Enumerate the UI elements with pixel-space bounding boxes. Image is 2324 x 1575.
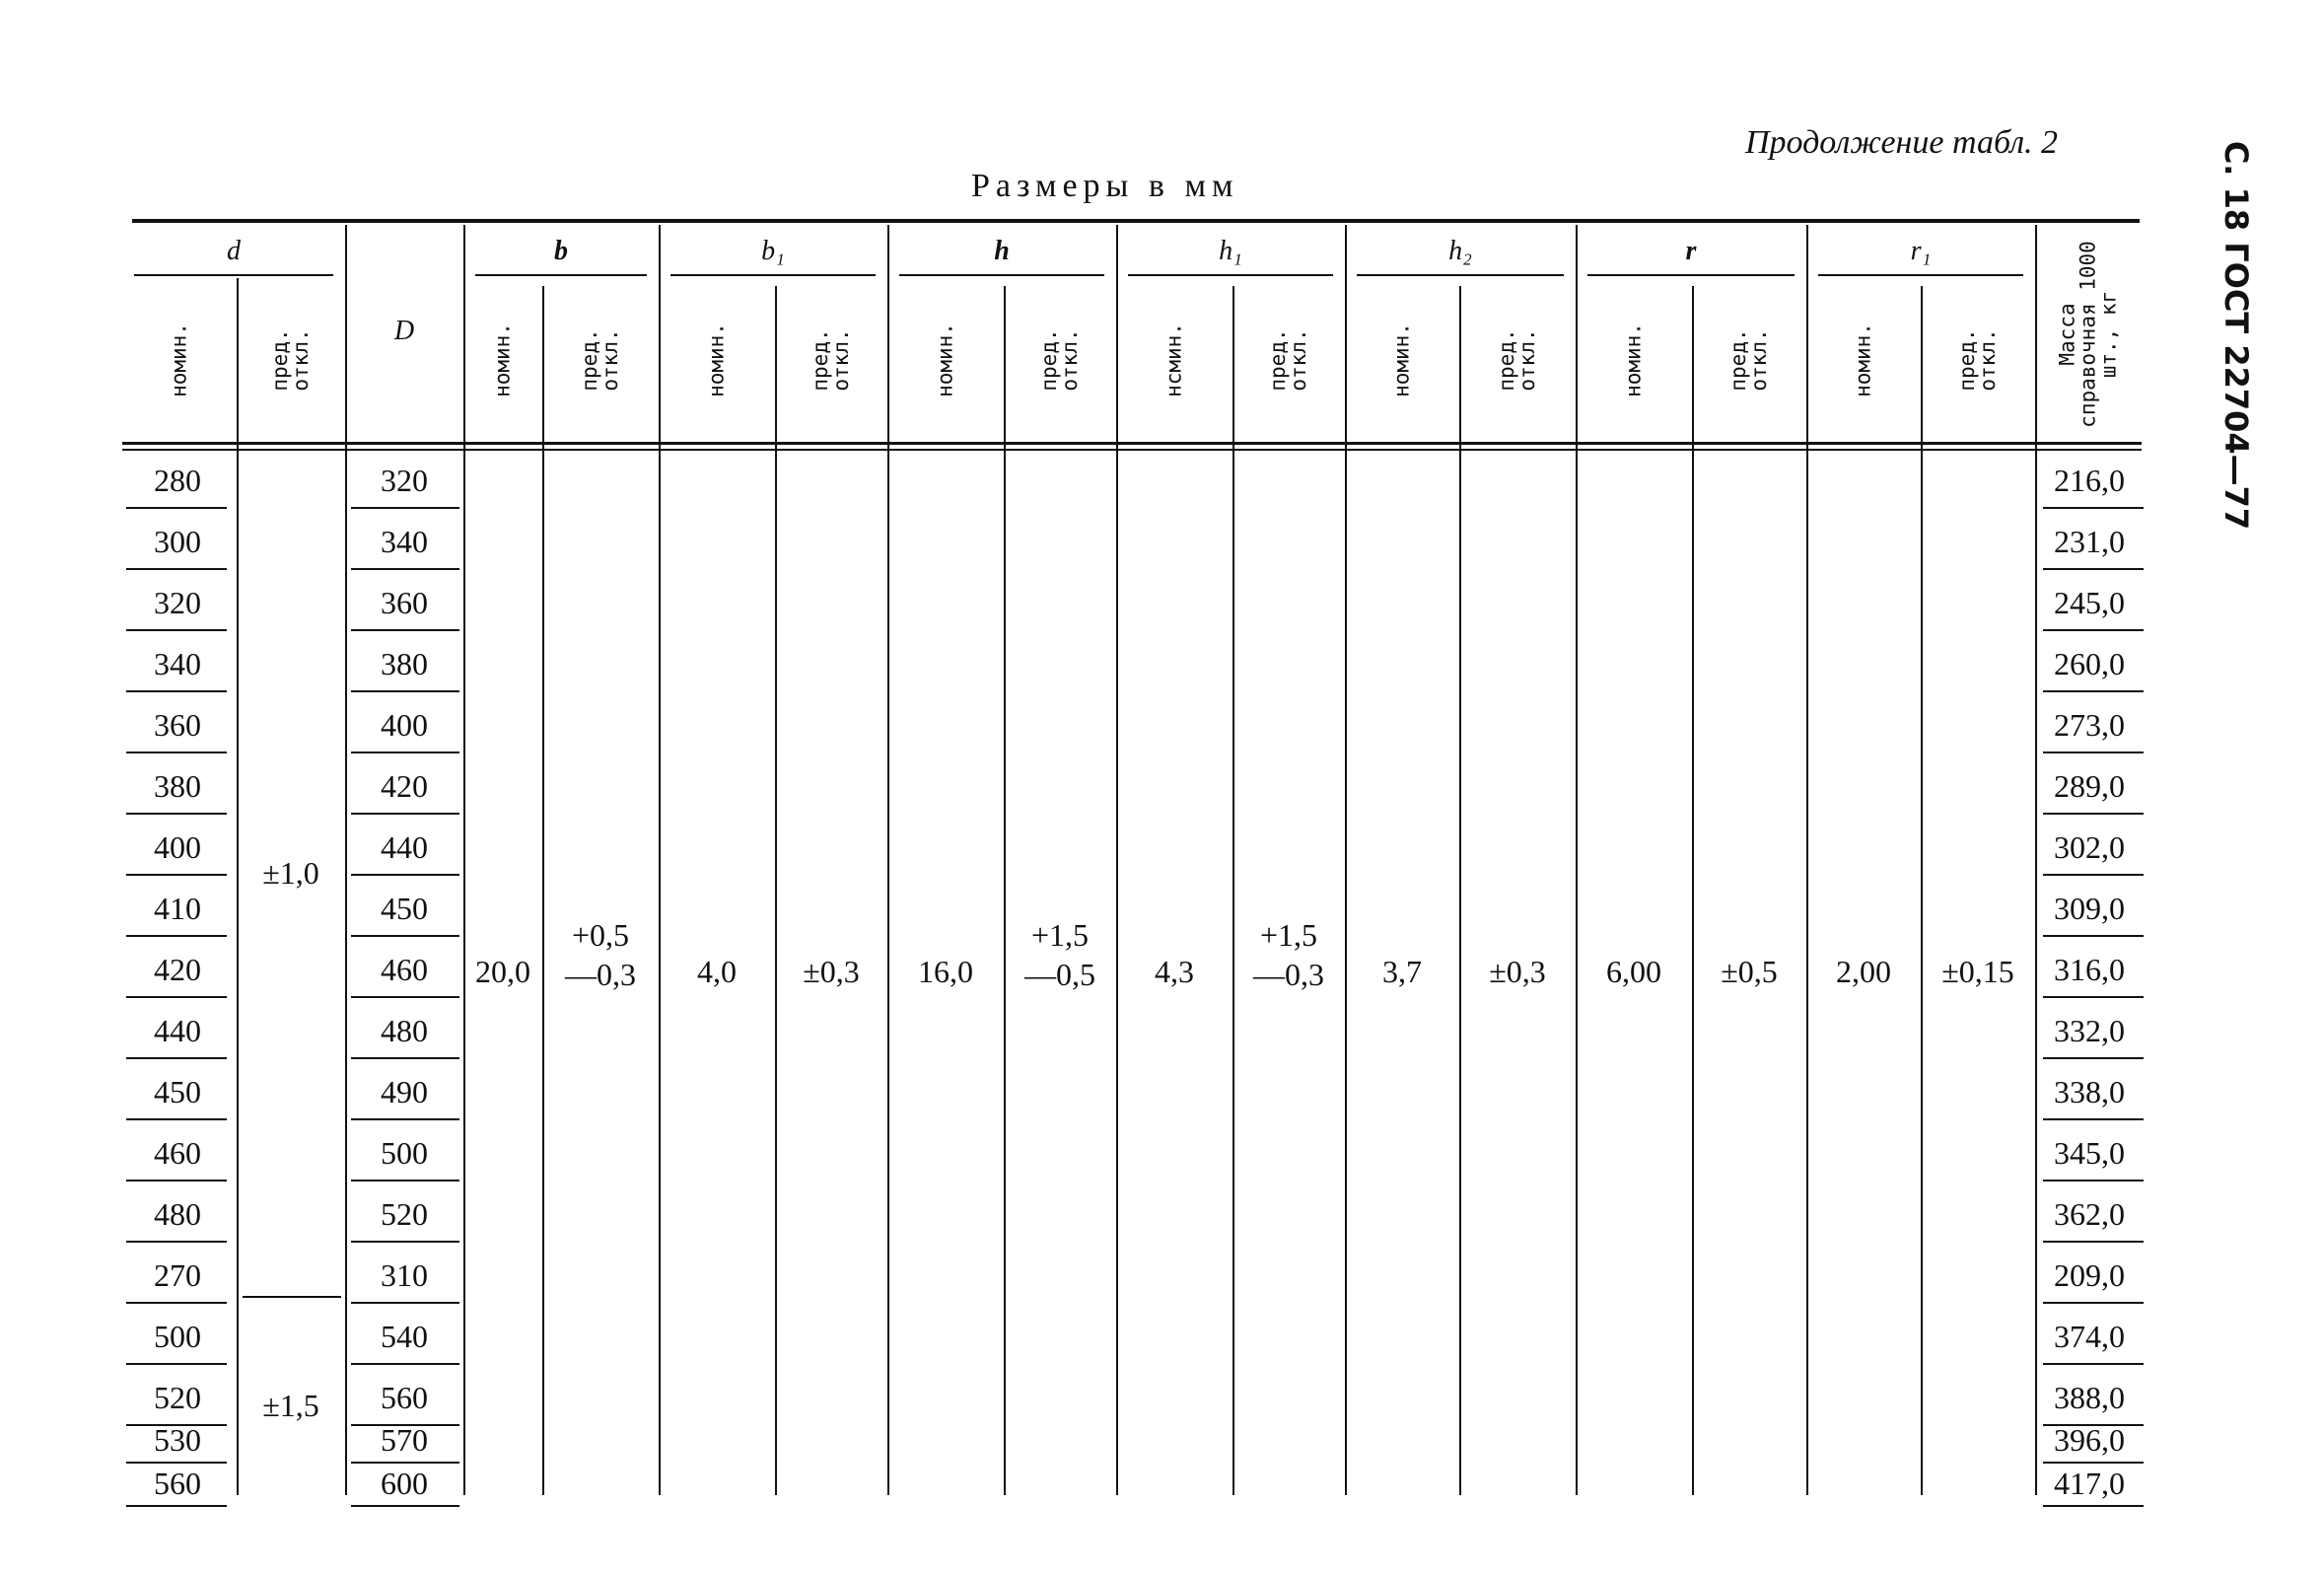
- h1-dev-plus: +1,5: [1259, 916, 1318, 953]
- row-5-d-underline: [126, 813, 227, 815]
- vline-b1-split: [775, 286, 777, 1495]
- row-3-D-underline: [351, 690, 459, 692]
- row-2-mass: 245,0: [2054, 584, 2125, 620]
- row-11-mass: 345,0: [2054, 1134, 2125, 1171]
- row-10-d-underline: [126, 1118, 227, 1120]
- row-13-D: 310: [381, 1256, 428, 1293]
- row-12-d-underline: [126, 1241, 227, 1243]
- row-10-mass-underline: [2043, 1118, 2144, 1120]
- header-r1-underline: [1818, 274, 2023, 276]
- row-9-mass-underline: [2043, 1057, 2144, 1059]
- vline-h2-split: [1459, 286, 1461, 1495]
- header-r1-nom-text: номин.: [1851, 322, 1875, 397]
- row-14-D-underline: [351, 1363, 459, 1365]
- row-13-d-underline: [126, 1302, 227, 1304]
- header-D: D: [393, 316, 415, 346]
- row-15-mass: 388,0: [2054, 1379, 2125, 1415]
- row-17-mass-underline: [2043, 1505, 2144, 1507]
- row-6-mass: 302,0: [2054, 828, 2125, 865]
- header-h1-dev: [1232, 286, 1345, 434]
- header-r-nom-text: номин.: [1621, 322, 1646, 397]
- row-5-mass: 289,0: [2054, 767, 2125, 804]
- row-6-mass-underline: [2043, 874, 2144, 876]
- h2-nom-value: 3,7: [1382, 953, 1422, 989]
- row-11-d: 460: [154, 1134, 201, 1171]
- row-6-D-underline: [351, 874, 459, 876]
- row-15-D: 560: [381, 1379, 428, 1415]
- header-d-underline: [134, 274, 333, 276]
- row-10-D: 490: [381, 1073, 428, 1110]
- row-6-d: 400: [154, 828, 201, 865]
- table-top-rule: [132, 219, 2140, 223]
- header-h1-nom-text: нсмин.: [1162, 322, 1186, 397]
- h-nom-value: 16,0: [918, 953, 973, 989]
- header-h-underline: [899, 274, 1104, 276]
- row-14-mass: 374,0: [2054, 1318, 2125, 1354]
- header-h-dev-text: пред. откл.: [1037, 328, 1082, 392]
- row-2-mass-underline: [2043, 629, 2144, 631]
- header-d-nom-text: номин.: [167, 322, 191, 397]
- row-5-D: 420: [381, 767, 428, 804]
- header-b-nom: [463, 286, 542, 434]
- vline-b-split: [542, 286, 544, 1495]
- row-9-d: 440: [154, 1012, 201, 1048]
- header-h1-underline: [1128, 274, 1333, 276]
- header-h2: h₂: [1448, 236, 1472, 266]
- row-14-d: 500: [154, 1318, 201, 1354]
- row-10-d: 450: [154, 1073, 201, 1110]
- row-0-D: 320: [381, 462, 428, 498]
- d-dev-group-2: ±1,5: [262, 1387, 319, 1423]
- row-4-d-underline: [126, 752, 227, 753]
- row-12-D: 520: [381, 1195, 428, 1232]
- h2-dev-value: ±0,3: [1489, 953, 1546, 989]
- row-10-D-underline: [351, 1118, 459, 1120]
- row-7-d-underline: [126, 935, 227, 937]
- r1-dev-value: ±0,15: [1941, 953, 2014, 989]
- row-12-D-underline: [351, 1241, 459, 1243]
- d-dev-group-1: ±1,0: [262, 854, 319, 891]
- header-h2-dev: [1459, 286, 1576, 434]
- r-nom-value: 6,00: [1606, 953, 1661, 989]
- row-7-mass-underline: [2043, 935, 2144, 937]
- header-h1-nom: [1116, 286, 1232, 434]
- row-2-D-underline: [351, 629, 459, 631]
- row-3-D: 380: [381, 645, 428, 681]
- gost-page-title: [2217, 128, 2256, 542]
- row-8-d-underline: [126, 996, 227, 998]
- row-13-mass-underline: [2043, 1302, 2144, 1304]
- header-d-dev-text: пред. откл.: [268, 328, 313, 392]
- b-nom-value: 20,0: [475, 953, 530, 989]
- row-6-D: 440: [381, 828, 428, 865]
- row-17-mass: 417,0: [2054, 1465, 2125, 1501]
- row-14-mass-underline: [2043, 1363, 2144, 1365]
- header-b1: b₁: [761, 236, 785, 266]
- row-11-mass-underline: [2043, 1180, 2144, 1181]
- header-h2-nom: [1345, 286, 1459, 434]
- b-dev-plus: +0,5: [571, 916, 630, 953]
- row-1-mass-underline: [2043, 568, 2144, 570]
- b1-nom-value: 4,0: [697, 953, 737, 989]
- row-5-mass-underline: [2043, 813, 2144, 815]
- h-dev-plus: +1,5: [1030, 916, 1090, 953]
- row-0-d: 280: [154, 462, 201, 498]
- header-r1-dev: [1921, 286, 2035, 434]
- row-16-mass: 396,0: [2054, 1421, 2125, 1458]
- header-b-dev-text: пред. откл.: [578, 328, 622, 392]
- row-12-d: 480: [154, 1195, 201, 1232]
- row-4-mass: 273,0: [2054, 706, 2125, 743]
- header-h-nom: [887, 286, 1004, 434]
- row-14-D: 540: [381, 1318, 428, 1354]
- row-3-d-underline: [126, 690, 227, 692]
- header-d-dev: [237, 286, 345, 434]
- row-7-D: 450: [381, 890, 428, 926]
- row-17-d: 560: [154, 1465, 201, 1501]
- vline-r1-split: [1921, 286, 1923, 1495]
- row-15-d: 520: [154, 1379, 201, 1415]
- header-r-underline: [1587, 274, 1795, 276]
- units-note: Размеры в мм: [971, 168, 1239, 204]
- r1-nom-value: 2,00: [1836, 953, 1891, 989]
- header-r-dev-text: пред. откл.: [1726, 328, 1771, 392]
- header-b-underline: [475, 274, 647, 276]
- row-1-D-underline: [351, 568, 459, 570]
- row-9-D: 480: [381, 1012, 428, 1048]
- row-0-d-underline: [126, 507, 227, 509]
- row-9-d-underline: [126, 1057, 227, 1059]
- header-bottom-rule-2: [122, 449, 2142, 451]
- row-8-mass-underline: [2043, 996, 2144, 998]
- h1-nom-value: 4,3: [1155, 953, 1194, 989]
- row-7-D-underline: [351, 935, 459, 937]
- row-12-mass-underline: [2043, 1241, 2144, 1243]
- row-1-mass: 231,0: [2054, 523, 2125, 559]
- row-2-d-underline: [126, 629, 227, 631]
- row-3-d: 340: [154, 645, 201, 681]
- row-0-mass: 216,0: [2054, 462, 2125, 498]
- header-h1-dev-text: пред. откл.: [1266, 328, 1310, 392]
- vline-h-split: [1004, 286, 1006, 1495]
- row-17-D-underline: [351, 1505, 459, 1507]
- row-10-mass: 338,0: [2054, 1073, 2125, 1110]
- row-0-mass-underline: [2043, 507, 2144, 509]
- row-7-d: 410: [154, 890, 201, 926]
- header-r1-nom: [1806, 286, 1921, 434]
- row-16-D: 570: [381, 1421, 428, 1458]
- header-r: r: [1685, 236, 1697, 266]
- row-8-d: 420: [154, 951, 201, 987]
- header-r-dev: [1692, 286, 1806, 434]
- row-3-mass-underline: [2043, 690, 2144, 692]
- row-14-d-underline: [126, 1363, 227, 1365]
- d-dev-group-separator: [243, 1296, 341, 1298]
- row-8-mass: 316,0: [2054, 951, 2125, 987]
- row-11-D: 500: [381, 1134, 428, 1171]
- b1-dev-value: ±0,3: [803, 953, 860, 989]
- header-r-nom: [1576, 286, 1692, 434]
- row-7-mass: 309,0: [2054, 890, 2125, 926]
- header-h2-underline: [1357, 274, 1564, 276]
- table-caption: Продолжение табл. 2: [1745, 124, 2059, 161]
- header-mass-text: Масса справочная 1000 шт., кг: [2055, 241, 2121, 428]
- row-17-d-underline: [126, 1505, 227, 1507]
- header-h-nom-text: номин.: [933, 322, 957, 397]
- gost-page-title-text: С. 18 ГОСТ 22704—77: [2218, 140, 2255, 531]
- row-8-D: 460: [381, 951, 428, 987]
- row-13-mass: 209,0: [2054, 1256, 2125, 1293]
- row-2-d: 320: [154, 584, 201, 620]
- header-b1-nom-text: номин.: [704, 322, 729, 397]
- r-dev-value: ±0,5: [1721, 953, 1778, 989]
- row-16-d: 530: [154, 1421, 201, 1458]
- header-b1-dev-text: пред. откл.: [809, 328, 853, 392]
- row-13-D-underline: [351, 1302, 459, 1304]
- row-3-mass: 260,0: [2054, 645, 2125, 681]
- row-17-D: 600: [381, 1465, 428, 1501]
- header-h: h: [994, 236, 1010, 266]
- header-b1-nom: [659, 286, 775, 434]
- row-1-d: 300: [154, 523, 201, 559]
- row-2-D: 360: [381, 584, 428, 620]
- row-4-mass-underline: [2043, 752, 2144, 753]
- h1-dev-minus: —0,3: [1253, 956, 1324, 992]
- row-8-D-underline: [351, 996, 459, 998]
- header-r1-dev-text: пред. откл.: [1955, 328, 2000, 392]
- row-11-d-underline: [126, 1180, 227, 1181]
- row-4-D-underline: [351, 752, 459, 753]
- row-9-D-underline: [351, 1057, 459, 1059]
- header-b1-underline: [670, 274, 876, 276]
- header-d-nom: [122, 286, 237, 434]
- row-5-D-underline: [351, 813, 459, 815]
- row-0-D-underline: [351, 507, 459, 509]
- row-9-mass: 332,0: [2054, 1012, 2125, 1048]
- row-13-d: 270: [154, 1256, 201, 1293]
- row-4-d: 360: [154, 706, 201, 743]
- row-12-mass: 362,0: [2054, 1195, 2125, 1232]
- header-b: b: [554, 236, 568, 266]
- header-bottom-rule: [122, 442, 2142, 445]
- row-1-d-underline: [126, 568, 227, 570]
- header-b1-dev: [775, 286, 887, 434]
- row-11-D-underline: [351, 1180, 459, 1181]
- row-4-D: 400: [381, 706, 428, 743]
- header-h-dev: [1004, 286, 1116, 434]
- header-h1: h₁: [1219, 236, 1242, 266]
- vline-h1-split: [1232, 286, 1234, 1495]
- row-1-D: 340: [381, 523, 428, 559]
- row-6-d-underline: [126, 874, 227, 876]
- header-d: d: [227, 236, 241, 266]
- row-5-d: 380: [154, 767, 201, 804]
- vline-r-split: [1692, 286, 1694, 1495]
- header-b-dev: [542, 286, 659, 434]
- header-mass: [2035, 233, 2142, 436]
- header-h2-nom-text: номин.: [1389, 322, 1414, 397]
- b-dev-minus: —0,3: [565, 956, 636, 992]
- header-b-nom-text: номин.: [490, 322, 515, 397]
- header-h2-dev-text: пред. откл.: [1495, 328, 1539, 392]
- header-r1: r₁: [1910, 236, 1932, 266]
- h-dev-minus: —0,5: [1024, 956, 1095, 992]
